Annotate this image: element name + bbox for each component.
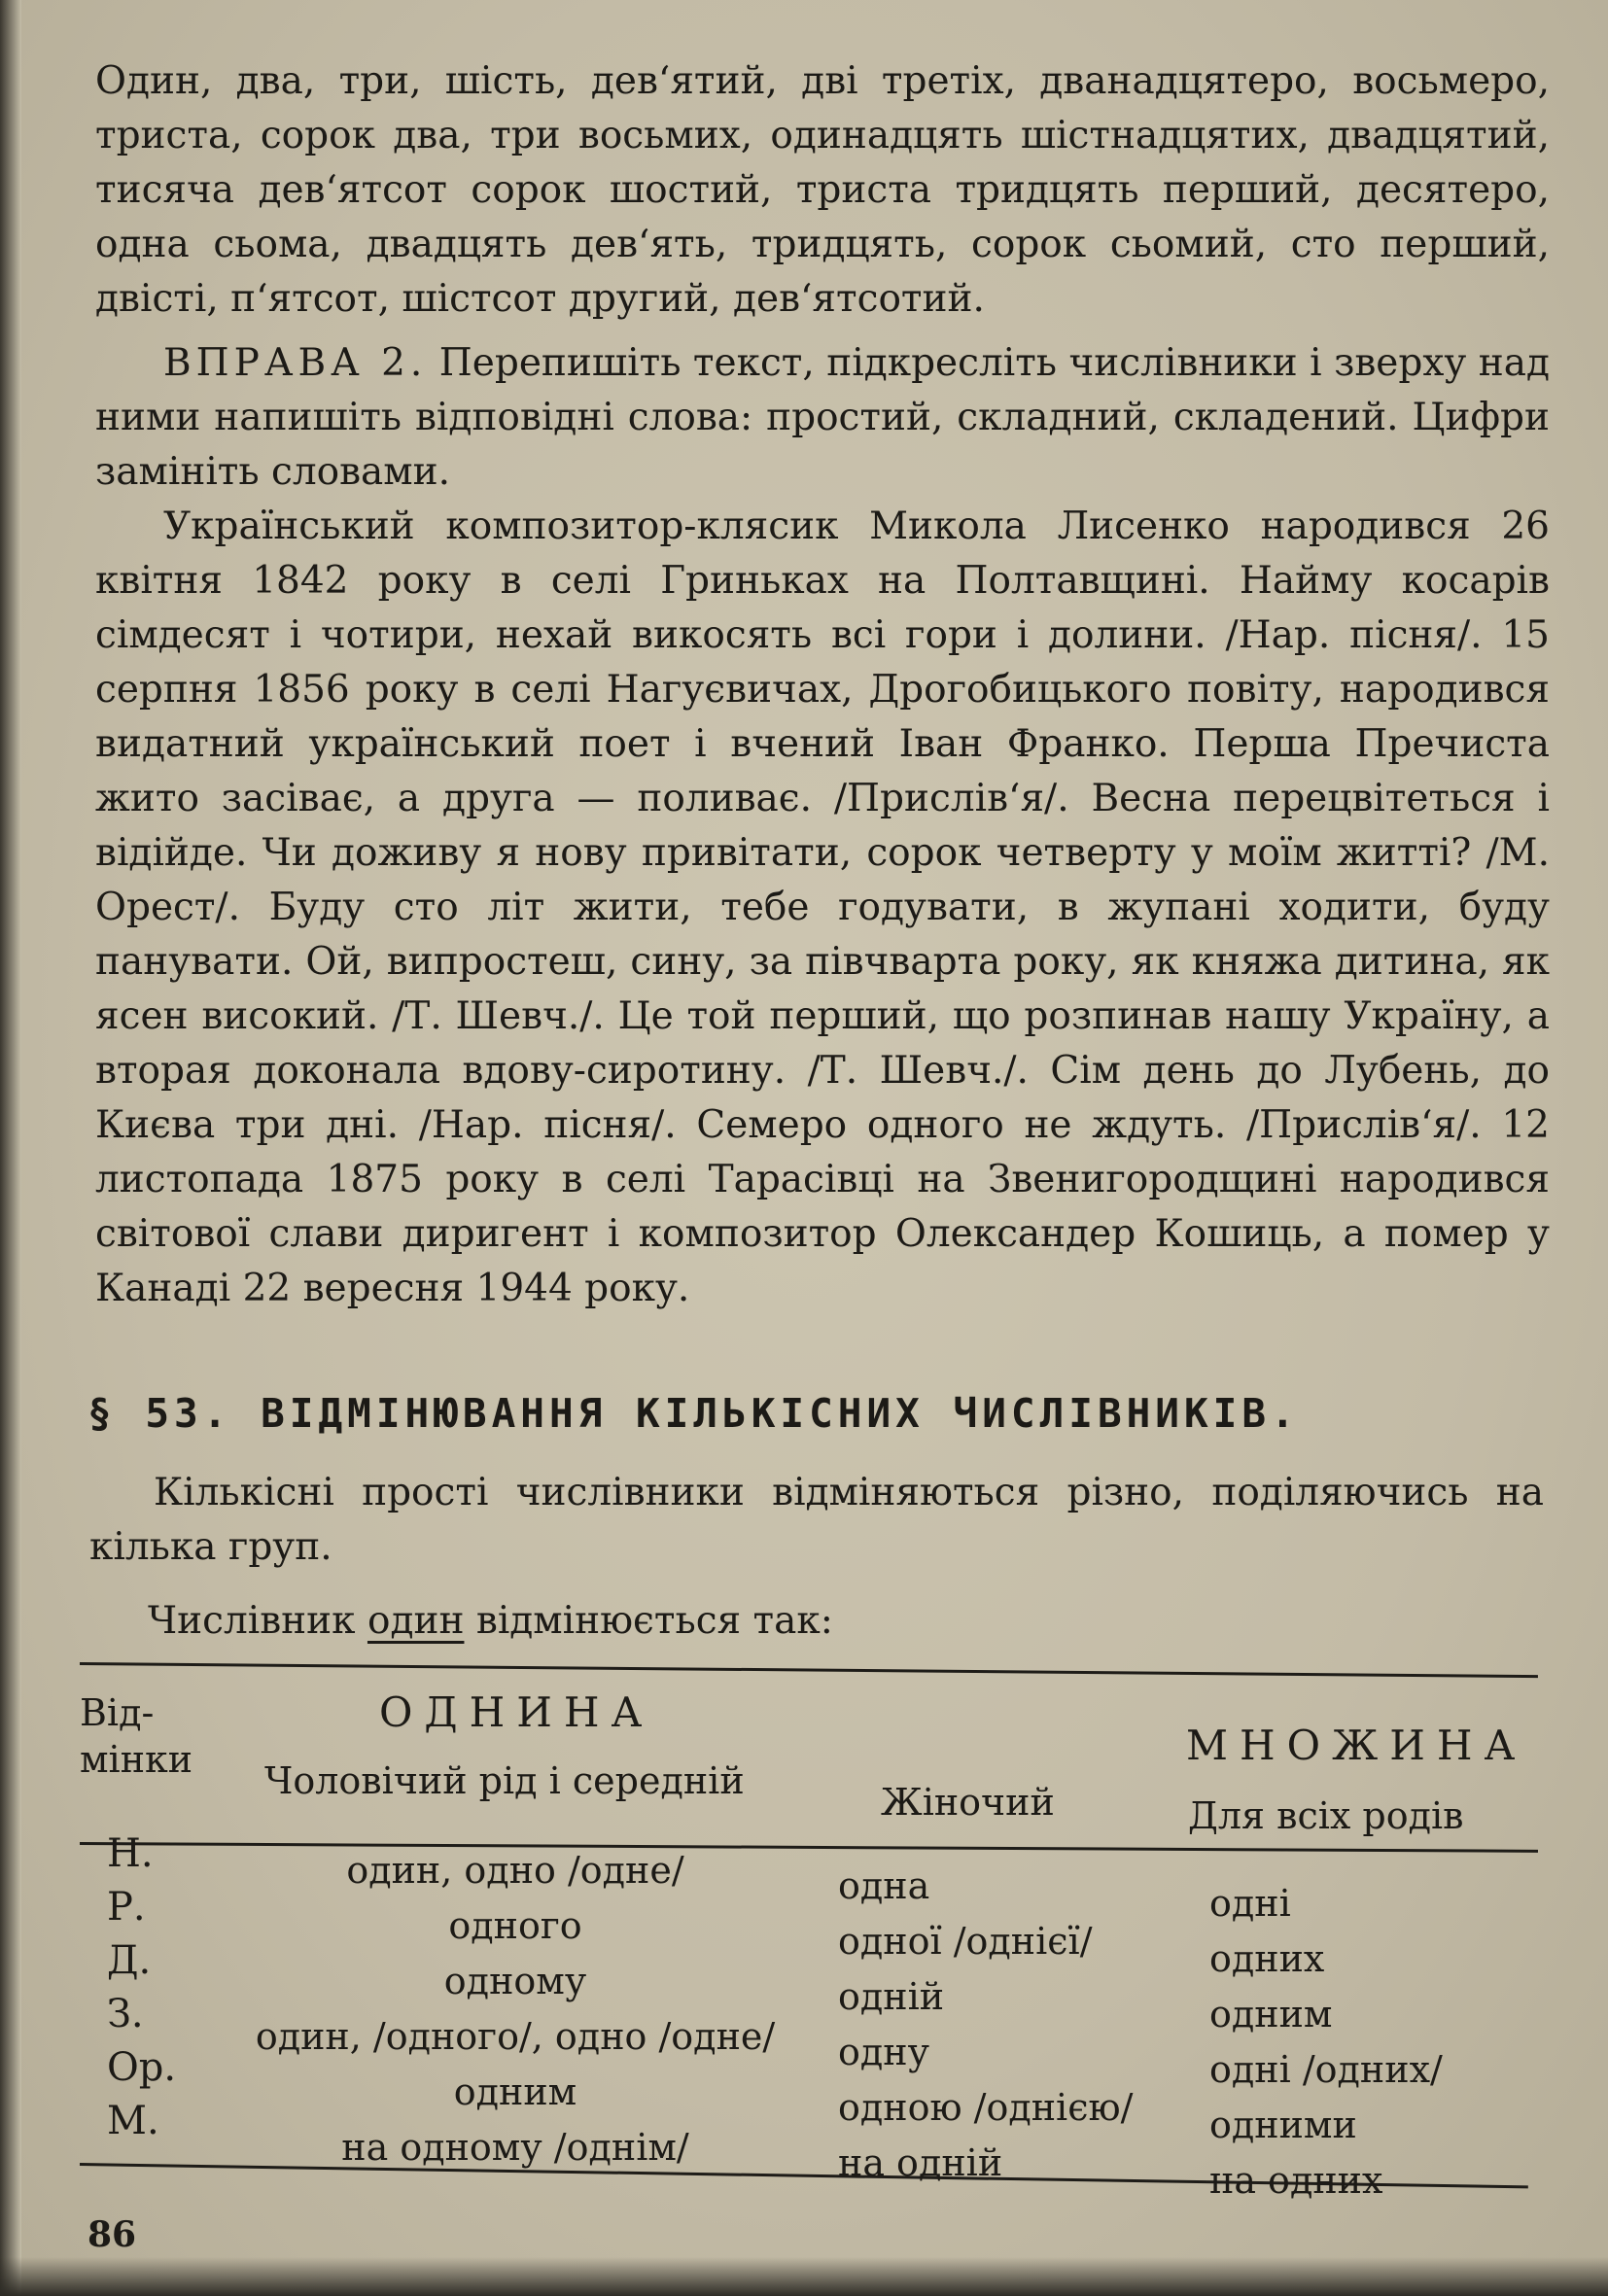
page-bottom-shadow <box>0 2257 1608 2296</box>
table-cell: одними <box>1209 2104 1357 2146</box>
exercise-2-instructions <box>95 336 1550 500</box>
table-cell: одною /однією/ <box>838 2086 1134 2129</box>
header-masc-neut: Чоловічий рід і середній <box>264 1759 745 1802</box>
plural-column <box>1209 1876 1443 2209</box>
case-n: Н. <box>107 1831 154 1876</box>
table-cell: одному <box>443 1960 587 2002</box>
table-cell: одну <box>838 2031 929 2073</box>
section-intro: Кількісні прості числівники відміняються різно, поділяючись на кілька груп. <box>89 1471 1544 1569</box>
table-cell: одні /одних/ <box>1209 2048 1443 2091</box>
table-cell: один, одно /одне/ <box>346 1849 684 1892</box>
header-feminine: Жіночий <box>881 1781 1055 1824</box>
feminine-column <box>838 1859 1133 2191</box>
header-plural: МНОЖИНА <box>1186 1722 1527 1769</box>
table-cell: одним <box>1209 1993 1333 2035</box>
table-cell: на одній <box>838 2141 1003 2184</box>
section-heading: § 53. ВІДМІНЮВАННЯ КІЛЬКІСНИХ ЧИСЛІВНИКІВ. <box>87 1390 1300 1437</box>
case-column <box>107 1827 176 2148</box>
masc-neut-column <box>233 1843 797 2175</box>
header-cases: Від- мінки <box>80 1691 193 1781</box>
table-cell: одній <box>838 1975 945 2018</box>
table-cell: на одному /однім/ <box>341 2126 689 2169</box>
declension-intro: Числівник один відмінюється так: <box>148 1599 833 1643</box>
numerals-paragraph: Один, два, три, шість, дев‘ятий, дві третіх, дванадцятеро, восьмеро, триста, сорок два, три восьмих, одинадцять шістнадцятих, двадцятий, тисяча дев‘ятсот сорок шостий, триста тридцять перший, десятеро, одна сьома, двадцять дев‘ять, тридцять, сорок сьомий, сто перший, двісті, п‘ятсот, шістсот другий, дев‘ятсотий. <box>95 59 1550 321</box>
case-r: Р. <box>107 1885 146 1930</box>
page-number: 86 <box>87 2214 137 2255</box>
header-singular: ОДНИНА <box>379 1688 654 1736</box>
page-edge-shadow <box>0 0 21 2296</box>
table-top-rule <box>80 1662 1538 1678</box>
numeral-word: один <box>367 1599 465 1643</box>
case-z: З. <box>107 1992 144 2036</box>
case-m: М. <box>107 2099 159 2143</box>
table-cell: одним <box>453 2070 577 2113</box>
table-cell: один, /одного/, одно /одне/ <box>255 2015 776 2058</box>
table-cell: одної /однієї/ <box>838 1920 1093 1963</box>
case-or: Ор. <box>107 2045 177 2090</box>
exercise-label: ВПРАВА 2. <box>163 341 428 385</box>
exercise-instructions: Перепишіть текст, підкресліть числівники і зверху над ними напишіть відповідні слова: простий, складний, складений. Цифри замініть словами. <box>95 341 1550 494</box>
case-d: Д. <box>107 1938 152 1983</box>
table-cell: на одних <box>1209 2159 1383 2202</box>
table-cell: одних <box>1209 1937 1325 1980</box>
table-cell: одні <box>1209 1882 1291 1925</box>
table-cell: одна <box>838 1864 930 1907</box>
header-all-genders: Для всіх родів <box>1188 1794 1464 1837</box>
exercise-2-text: Український композитор-клясик Микола Лисенко народився 26 квітня 1842 року в селі Гриньках на Полтавщині. Найму косарів сімдесят і чотири, нехай викосять всі гори і долини. /Нар. пісня/. 15 серпня 1856 року в селі Нагуєвичах, Дрогобицького повіту, народився видатний український поет і вчений Іван Франко. Перша Пречиста жито засіває, а друга — поливає. /Прислів‘я/. Весна перецвітеться і відійде. Чи доживу я нову привітати, сорок четверту у моїм житті? /М. Орест/. Буду сто літ жити, тебе годувати, в жупані ходити, буду панувати. Ой, випростеш, сину, за півчварта року, як княжа дитина, як ясен високий. /Т. Шевч./. Це той перший, що розпинав нашу Україну, а вторая доконала вдову-сиротину. /Т. Шевч./. Сім день до Лубень, до Києва три дні. /Нар. пісня/. Семеро одного не ждуть. /Прислів‘я/. 12 листопада 1875 року в селі Тарасівці на Звенигородщині народився світової слави диригент і композитор Олександер Кошиць, а помер у Канаді 22 вересня 1944 року. <box>95 504 1550 1310</box>
table-cell: одного <box>448 1904 582 1947</box>
